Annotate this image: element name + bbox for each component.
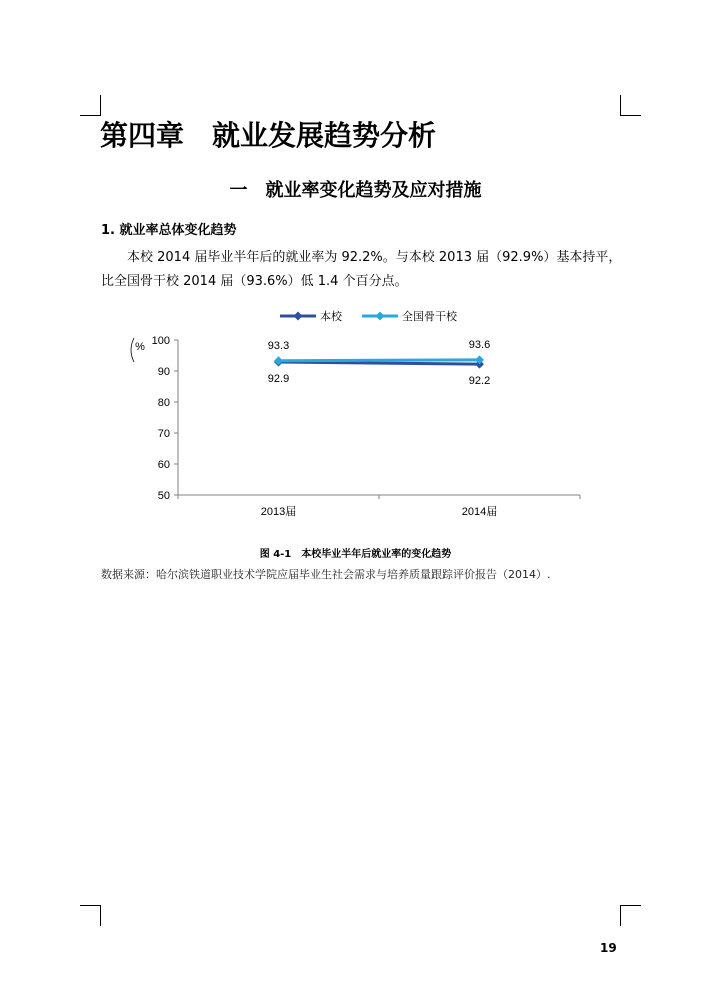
legend-label: 本校 [320, 311, 342, 323]
legend-marker [376, 312, 385, 321]
y-tick-label: 50 [157, 490, 170, 502]
legend-label: 全国骨干校 [402, 311, 457, 323]
crop-mark-bottom-left [80, 905, 101, 926]
source-note: 数据来源：哈尔滨铁道职业技术学院应届毕业生社会需求与培养质量跟踪评价报告（2014）. [101, 568, 551, 581]
y-tick-label: 90 [157, 366, 170, 378]
subsection-title: 1. 就业率总体变化趋势 [101, 223, 237, 238]
employment-rate-line-chart [100, 300, 600, 525]
crop-mark-top-left [80, 95, 101, 116]
y-tick-label: 80 [157, 397, 170, 409]
figure-caption: 图 4-1 本校毕业半年后就业率的变化趋势 [259, 549, 452, 560]
data-label: 92.2 [468, 375, 491, 388]
legend-marker [294, 312, 303, 321]
y-tick-label: 100 [151, 335, 170, 347]
body-paragraph: 本校 2014 届毕业半年后的就业率为 92.2%。与本校 2013 届（92.9%）基本持平，比全国骨干校 2014 届（93.6%）低 1.4 个百分点。 [101, 250, 622, 289]
page-number: 19 [600, 941, 617, 955]
chapter-title: 第四章 就业发展趋势分析 [100, 119, 437, 152]
y-axis-label: % [135, 341, 145, 353]
x-tick-label: 2013届 [260, 506, 297, 518]
data-label: 92.9 [267, 373, 290, 386]
series-line-national [279, 360, 480, 361]
y-axis-label-bracket [131, 338, 134, 362]
y-tick-label: 60 [157, 459, 170, 471]
crop-mark-bottom-right [620, 905, 641, 926]
y-tick-label: 70 [157, 428, 170, 440]
x-tick-label: 2014届 [461, 506, 498, 518]
section-title: 一 就业率变化趋势及应对措施 [229, 180, 482, 201]
series-line-school [279, 362, 480, 364]
data-label: 93.3 [267, 339, 290, 352]
data-label: 93.6 [468, 338, 491, 351]
data-point [274, 356, 283, 365]
crop-mark-top-right [620, 95, 641, 116]
